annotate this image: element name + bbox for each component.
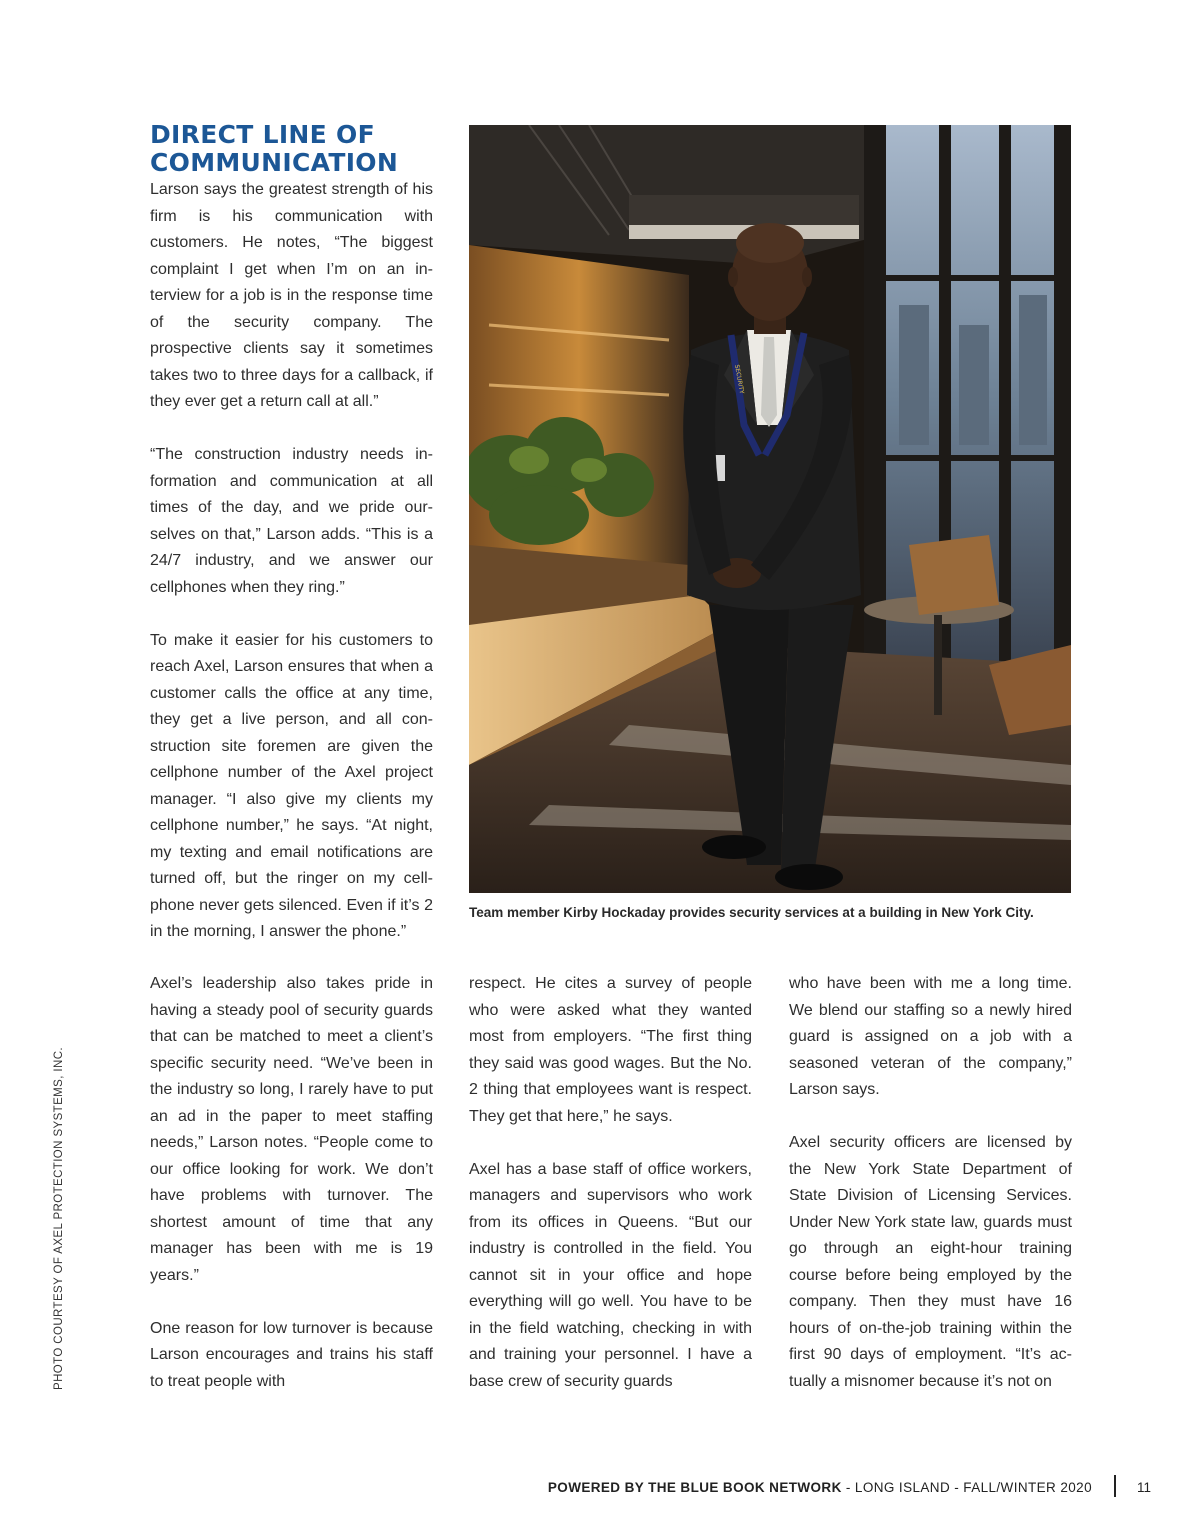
heading-line-2: COMMUNICATION bbox=[150, 148, 399, 177]
column-middle-bottom bbox=[469, 971, 752, 1395]
photo-caption: Team member Kirby Hockaday provides security services at a building in New York City. bbox=[469, 905, 1034, 920]
column-left-bottom bbox=[150, 971, 433, 1395]
photo-credit: PHOTO COURTESY OF AXEL PROTECTION SYSTEMS, INC. bbox=[53, 1047, 65, 1390]
security-guard-photo bbox=[469, 125, 1071, 893]
column-left-top bbox=[150, 177, 433, 946]
article-photo bbox=[469, 125, 1071, 893]
paragraph: Axel security officers are licensed by the New York State Department of State Division of Licensing Services. Under New York state law, guards must go through an eight-hour training course before being employed by the company. Then they must have 16 hours of on-the-job training within the first 90 days of employment. “It’s actually a misnomer because it’s not on bbox=[789, 1134, 1072, 1390]
paragraph: Larson says the greatest strength of his firm is his communication with customers. He notes, “The biggest complaint I get when I’m on an interview for a job is in the response time of the security company. The prospective clients say it sometimes takes two to three days for a callback, if they ever get a return call at all.” bbox=[150, 181, 433, 410]
paragraph: One reason for low turnover is because Larson encourages and trains his staff to treat people with bbox=[150, 1319, 433, 1390]
paragraph: To make it easier for his customers to reach Axel, Larson ensures that when a customer calls the office at any time, they get a live person, and all construction site foremen are given the cellphone number of the Axel project manager. “I also give my clients my cellphone number,” he says. “At night, my texting and email notifications are turned off, but the ringer on my cellphone never gets silenced. Even if it’s 2 in the morning, I answer the phone.” bbox=[150, 631, 433, 940]
footer-publication bbox=[548, 1479, 1092, 1497]
svg-text:SECURITY: SECURITY bbox=[733, 364, 746, 395]
footer-divider bbox=[1114, 1475, 1116, 1497]
footer-brand: POWERED BY THE BLUE BOOK NETWORK bbox=[547, 1480, 842, 1495]
paragraph: who have been with me a long time. We blend our staffing so a newly hired guard is assigned on a job with a seasoned veteran of the company,” Larson says. bbox=[789, 975, 1072, 1098]
page-number: 11 bbox=[1137, 1480, 1152, 1495]
footer-edition: - LONG ISLAND - FALL/WINTER 2020 bbox=[841, 1480, 1092, 1495]
paragraph: “The construction industry needs information and communication at all times of the day, and we pride ourselves on that,” Larson adds. “This is a 24/7 industry, and we answer our cellphones when they ring.” bbox=[150, 446, 433, 596]
paragraph: Axel’s leadership also takes pride in having a steady pool of security guards that can be matched to meet a client’s specific security need. “We’ve been in the industry so long, I rarely have to put an ad in the paper to meet staffing needs,” Larson notes. “People come to our office looking for work. We don’t have problems with turnover. The shortest amount of time that any manager has been with me is 19 years.” bbox=[150, 975, 433, 1284]
paragraph: respect. He cites a survey of people who were asked what they wanted most from employers. “The first thing they said was good wages. But the No. 2 thing that employees want is respect. They get that here,” he says. bbox=[469, 975, 752, 1125]
heading-line-1: DIRECT LINE OF bbox=[150, 120, 375, 149]
column-right-bottom bbox=[789, 971, 1072, 1395]
paragraph: Axel has a base staff of office workers, managers and supervisors who work from its offices in Queens. “But our industry is controlled in the field. You cannot sit in your office and hope everything will go well. You have to be in the field watching, checking in with and training your personnel. I have a base crew of security guards bbox=[469, 1160, 752, 1390]
article-heading bbox=[150, 121, 450, 177]
